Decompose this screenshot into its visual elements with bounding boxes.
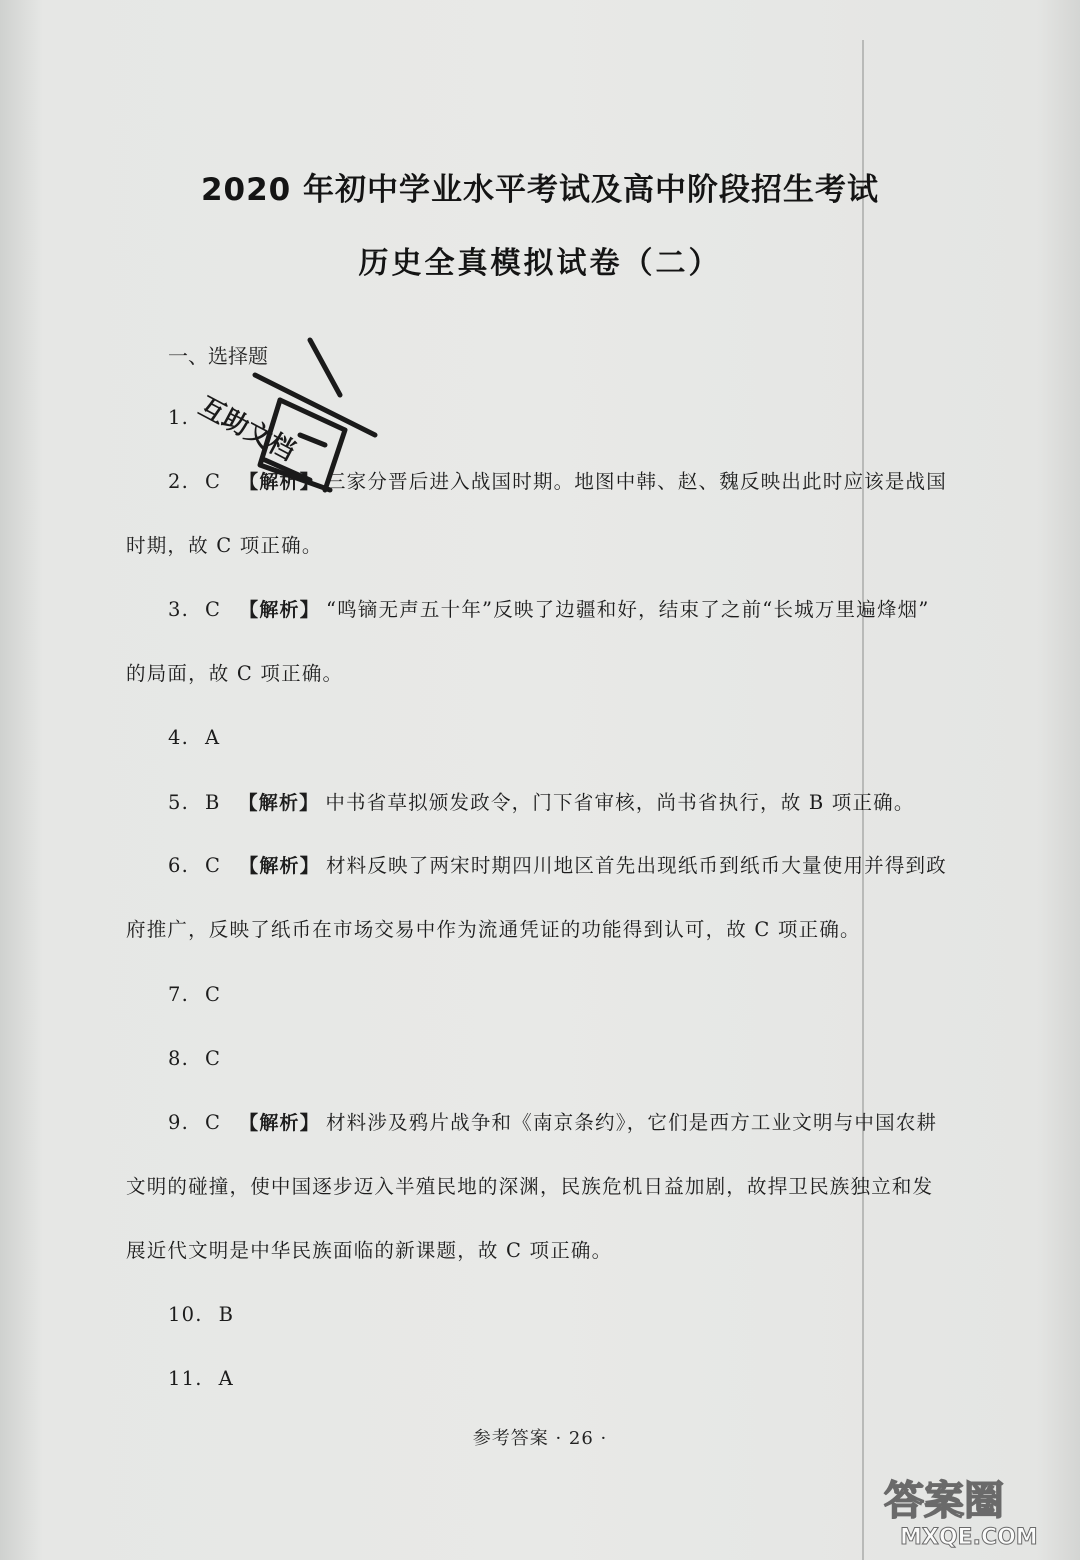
exam-title: 2020 年初中学业水平考试及高中阶段招生考试	[200, 172, 880, 208]
svg-text:MXQE.COM: MXQE.COM	[900, 1525, 1038, 1550]
stamp-logo-icon	[160, 320, 400, 530]
answer-item-10: 10. B	[168, 1303, 235, 1326]
answer-item-4: 4. A	[168, 726, 221, 749]
exam-subtitle: 历史全真模拟试卷（二）	[358, 246, 722, 281]
answer-item-8: 8. C	[168, 1047, 222, 1070]
svg-text:答案圈: 答案圈	[884, 1478, 1004, 1524]
section-heading: 一、选择题	[168, 344, 268, 368]
answer-item-1: 1.	[168, 406, 190, 429]
page-footer: 参考答案 · 26 ·	[472, 1428, 608, 1449]
answer-item-9: 9. C 【解析】 材料涉及鸦片战争和《南京条约》，它们是西方工业文明与中国农耕	[168, 1111, 938, 1134]
answer-item-9-cont-1: 文明的碰撞，使中国逐步迈入半殖民地的深渊，民族危机日益加剧，故捍卫民族独立和发	[126, 1175, 934, 1198]
answer-item-5: 5. B 【解析】 中书省草拟颁发政令，门下省审核，尚书省执行，故 B 项正确。	[168, 791, 915, 814]
watermark-logo-icon	[880, 1470, 1070, 1550]
answer-item-7: 7. C	[168, 983, 222, 1006]
svg-text:互助文档: 互助文档	[193, 391, 300, 467]
answer-item-3: 3. C 【解析】 “鸣镝无声五十年”反映了边疆和好，结束了之前“长城万里遍烽烟”	[168, 598, 930, 621]
answer-item-2-cont: 时期，故 C 项正确。	[126, 534, 323, 557]
answer-item-11: 11. A	[168, 1367, 234, 1390]
answer-item-6: 6. C 【解析】 材料反映了两宋时期四川地区首先出现纸币到纸币大量使用并得到政	[168, 854, 947, 877]
answer-item-2: 2. C 【解析】 三家分晋后进入战国时期。地图中韩、赵、魏反映出此时应该是战国	[168, 470, 947, 493]
answer-item-9-cont-2: 展近代文明是中华民族面临的新课题，故 C 项正确。	[126, 1239, 613, 1262]
answer-item-6-cont: 府推广，反映了纸币在市场交易中作为流通凭证的功能得到认可，故 C 项正确。	[126, 918, 861, 941]
answer-item-3-cont: 的局面，故 C 项正确。	[126, 662, 344, 685]
